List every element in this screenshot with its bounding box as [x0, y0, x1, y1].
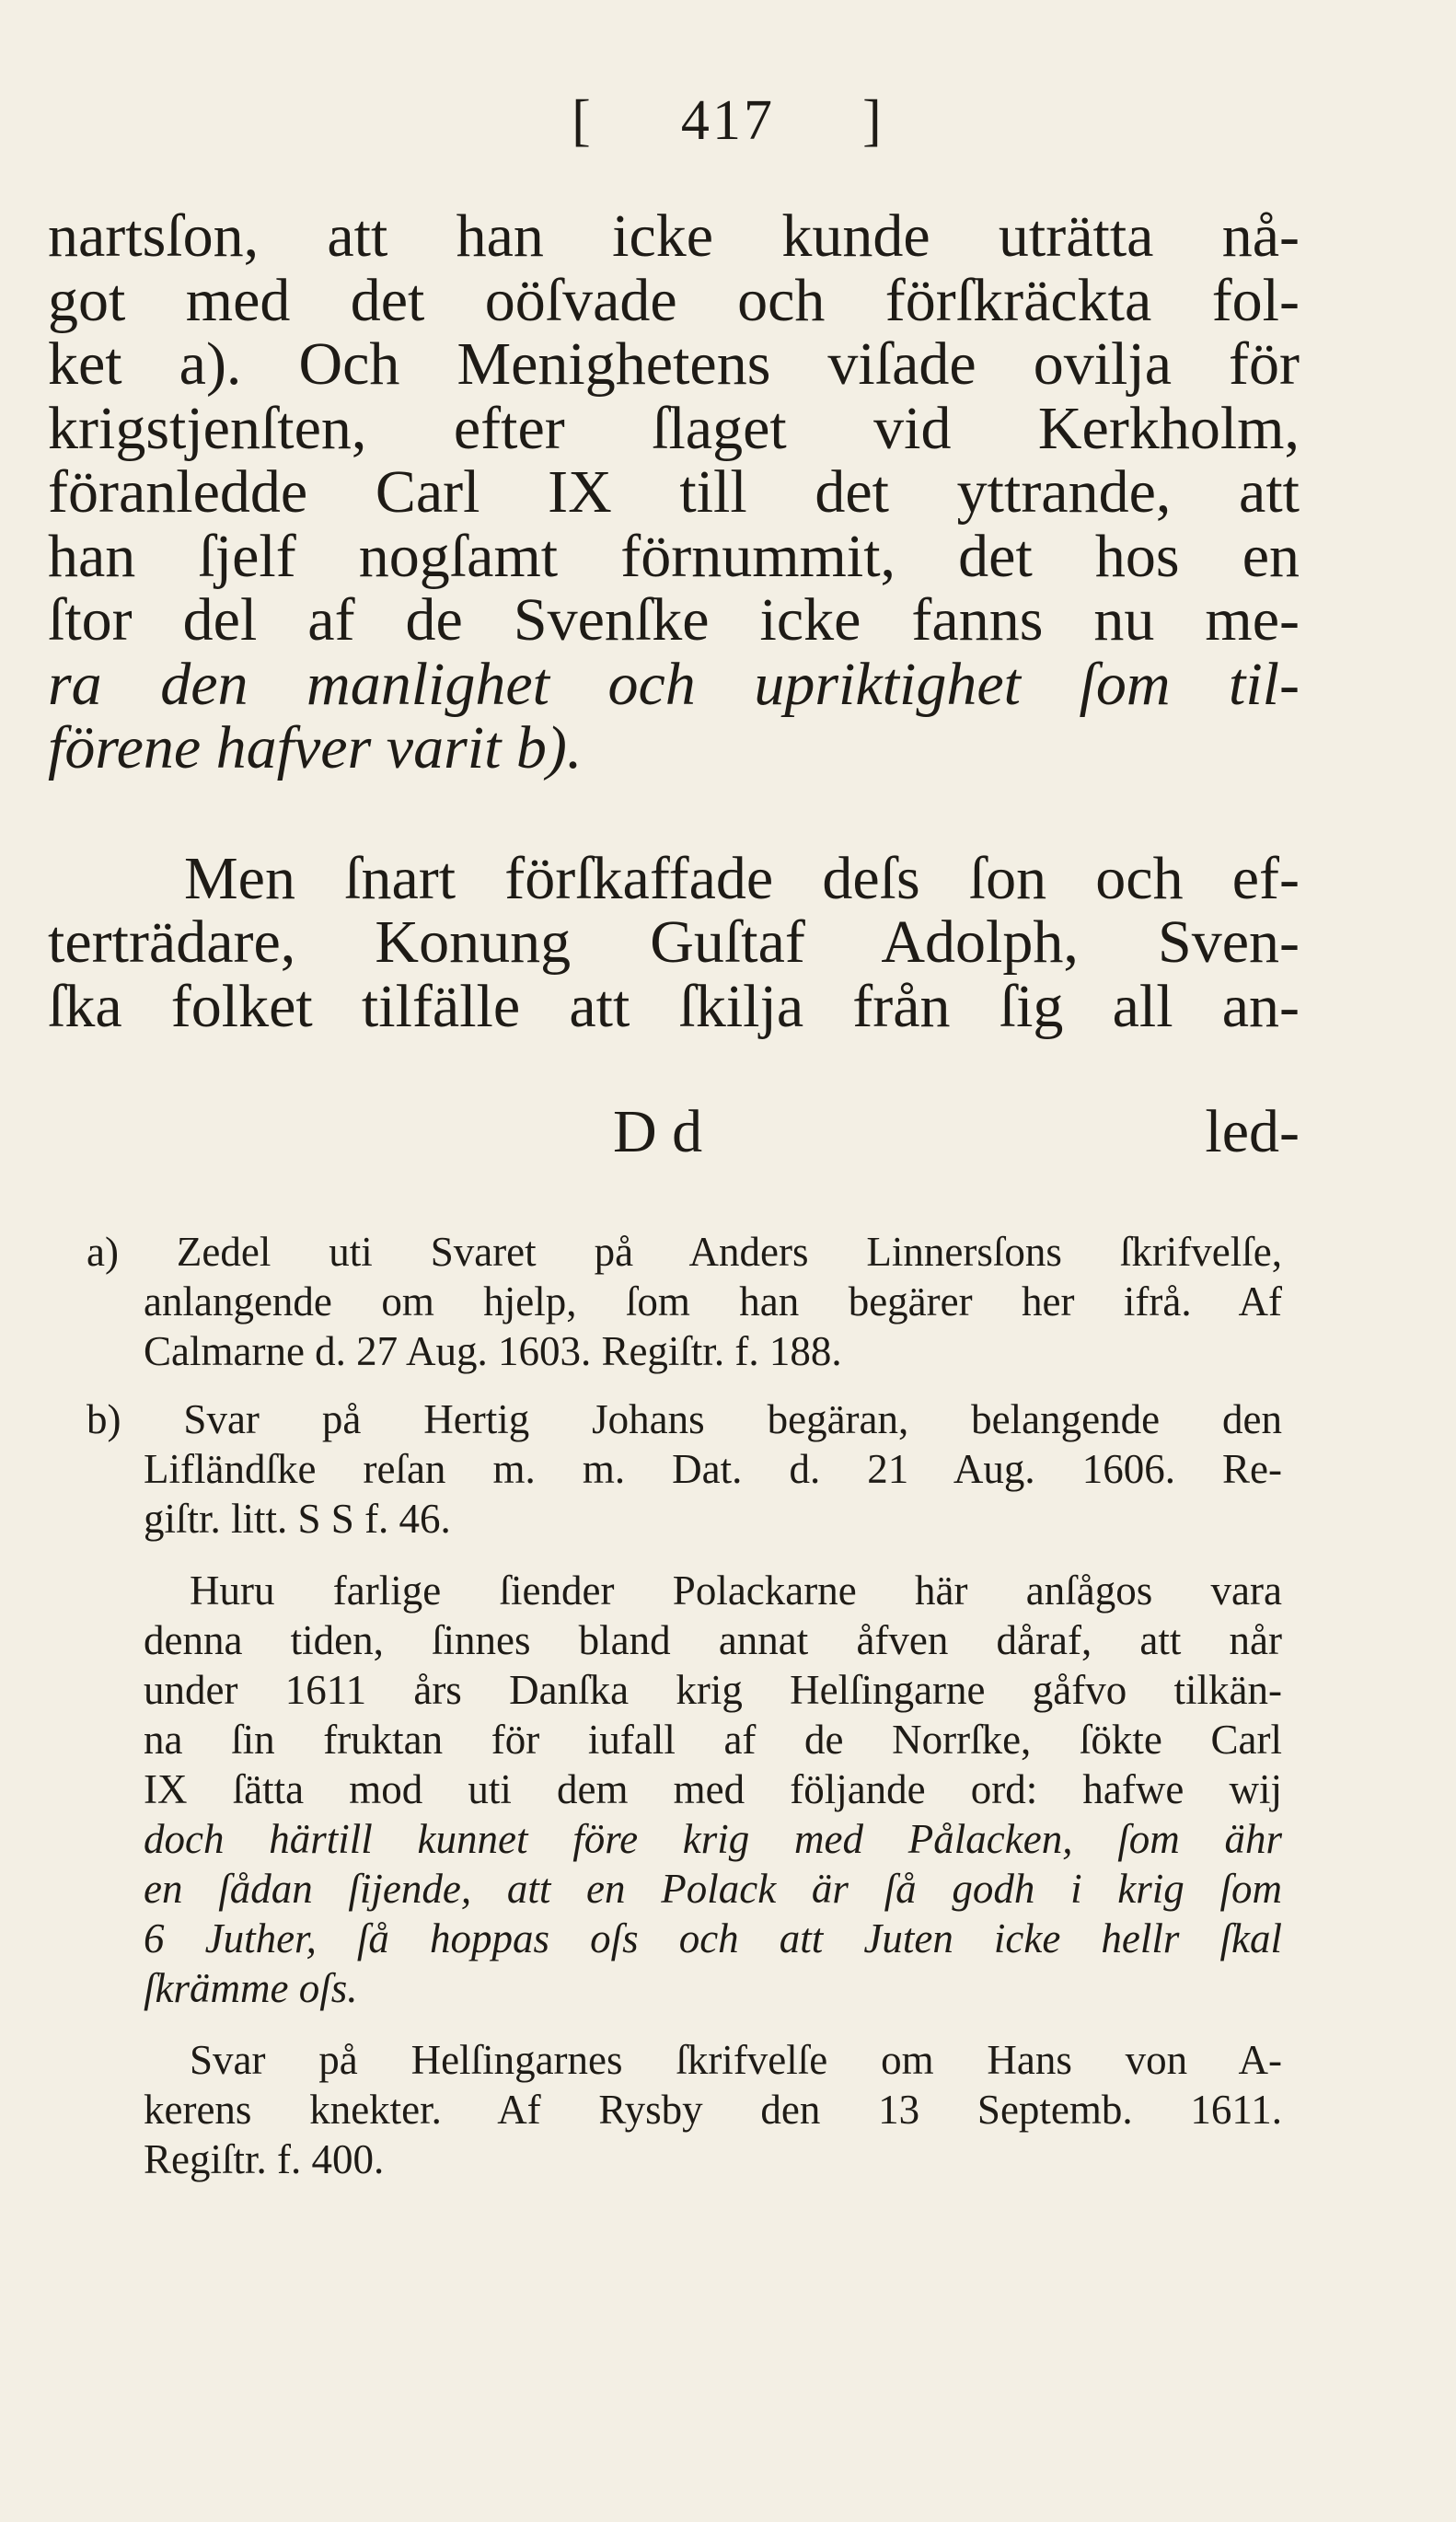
- right-bracket: ]: [862, 89, 884, 152]
- text-line: nartsſon, att han icke kunde uträtta nå-: [48, 202, 1300, 270]
- text-line: krigstjenſten, efter ſlaget vid Kerkholm,: [48, 394, 1300, 462]
- footnote-line: Svar på Helſingarnes ſkrifvelſe om Hans von A-: [190, 2037, 1282, 2083]
- text-line: ket a). Och Menighetens viſade ovilja för: [48, 330, 1300, 398]
- page-number: 417: [680, 89, 776, 152]
- text-line-italic: ra den manlighet och upriktighet ſom til-: [48, 650, 1300, 718]
- footnote-line: anlangende om hjelp, ſom han begärer her ifrå. Af: [144, 1278, 1282, 1325]
- footnote-line: Lifländſke reſan m. m. Dat. d. 21 Aug. 1606. Re-: [144, 1446, 1282, 1492]
- catchword: led-: [1205, 1098, 1300, 1165]
- footnote-line: kerens knekter. Af Rysby den 13 Septemb. 1611.: [144, 2087, 1282, 2133]
- footnote-line: IX ſätta mod uti dem med följande ord: hafwe wij: [144, 1766, 1282, 1812]
- text-line: terträdare, Konung Guſtaf Adolph, Sven-: [48, 908, 1300, 976]
- text-line: ſtor del af de Svenſke icke fanns nu me-: [48, 586, 1300, 654]
- footnote-line: b) Svar på Hertig Johans begäran, belangende den: [87, 1396, 1282, 1442]
- footnote-line-italic: ſkrämme oſs.: [144, 1965, 358, 2011]
- footnote-paragraph-huru: [99, 1566, 1282, 2013]
- footnote-line: under 1611 års Danſka krig Helſingarne gåfvo tilkän-: [144, 1667, 1282, 1713]
- footnote-line: Regiſtr. f. 400.: [144, 2136, 385, 2182]
- footnote-line-italic: en ſådan ſijende, att en Polack är ſå godh i krig ſom: [144, 1866, 1282, 1912]
- left-bracket: [: [572, 89, 594, 152]
- footnote-line: a) Zedel uti Svaret på Anders Linnersſons ſkrifvelſe,: [87, 1229, 1282, 1275]
- footnote-a: [87, 1227, 1282, 1376]
- footnote-line: Huru farlige ſiender Polackarne här anſågos vara: [190, 1568, 1282, 1614]
- footnote-line: Calmarne d. 27 Aug. 1603. Regiſtr. f. 188.: [144, 1328, 842, 1374]
- footnote-line: denna tiden, ſinnes bland annat åfven dåraf, att når: [144, 1617, 1282, 1663]
- text-line: föranledde Carl IX till det yttrande, att: [48, 458, 1300, 526]
- footnote-line: giſtr. litt. S S f. 46.: [144, 1496, 451, 1542]
- text-line: ſka folket tilfälle att ſkilja från ſig all an-: [48, 972, 1300, 1040]
- signature-mark: D d: [613, 1098, 703, 1165]
- footnote-line-italic: doch härtill kunnet före krig med Pålacken, ſom ähr: [144, 1816, 1282, 1862]
- footnote-b: [87, 1394, 1282, 1544]
- footnotes: [87, 1227, 1282, 2184]
- footnote-paragraph-svar: [99, 2035, 1282, 2184]
- main-text: [48, 204, 1300, 1038]
- footnote-line: na ſin fruktan för iufall af de Norrſke, ſökte Carl: [144, 1717, 1282, 1763]
- page-header: [0, 88, 1456, 154]
- footnote-line-italic: 6 Juther, ſå hoppas oſs och att Juten icke hellr ſkal: [144, 1915, 1282, 1961]
- paragraph-gap: [48, 781, 1300, 847]
- text-line: got med det oöſvade och förſkräckta fol-: [48, 266, 1300, 334]
- text-line: han ſjelf nogſamt förnummit, det hos en: [48, 522, 1300, 590]
- text-line-italic: förene hafver varit b).: [48, 714, 583, 781]
- text-line: Men ſnart förſkaffade deſs ſon och ef-: [184, 844, 1300, 912]
